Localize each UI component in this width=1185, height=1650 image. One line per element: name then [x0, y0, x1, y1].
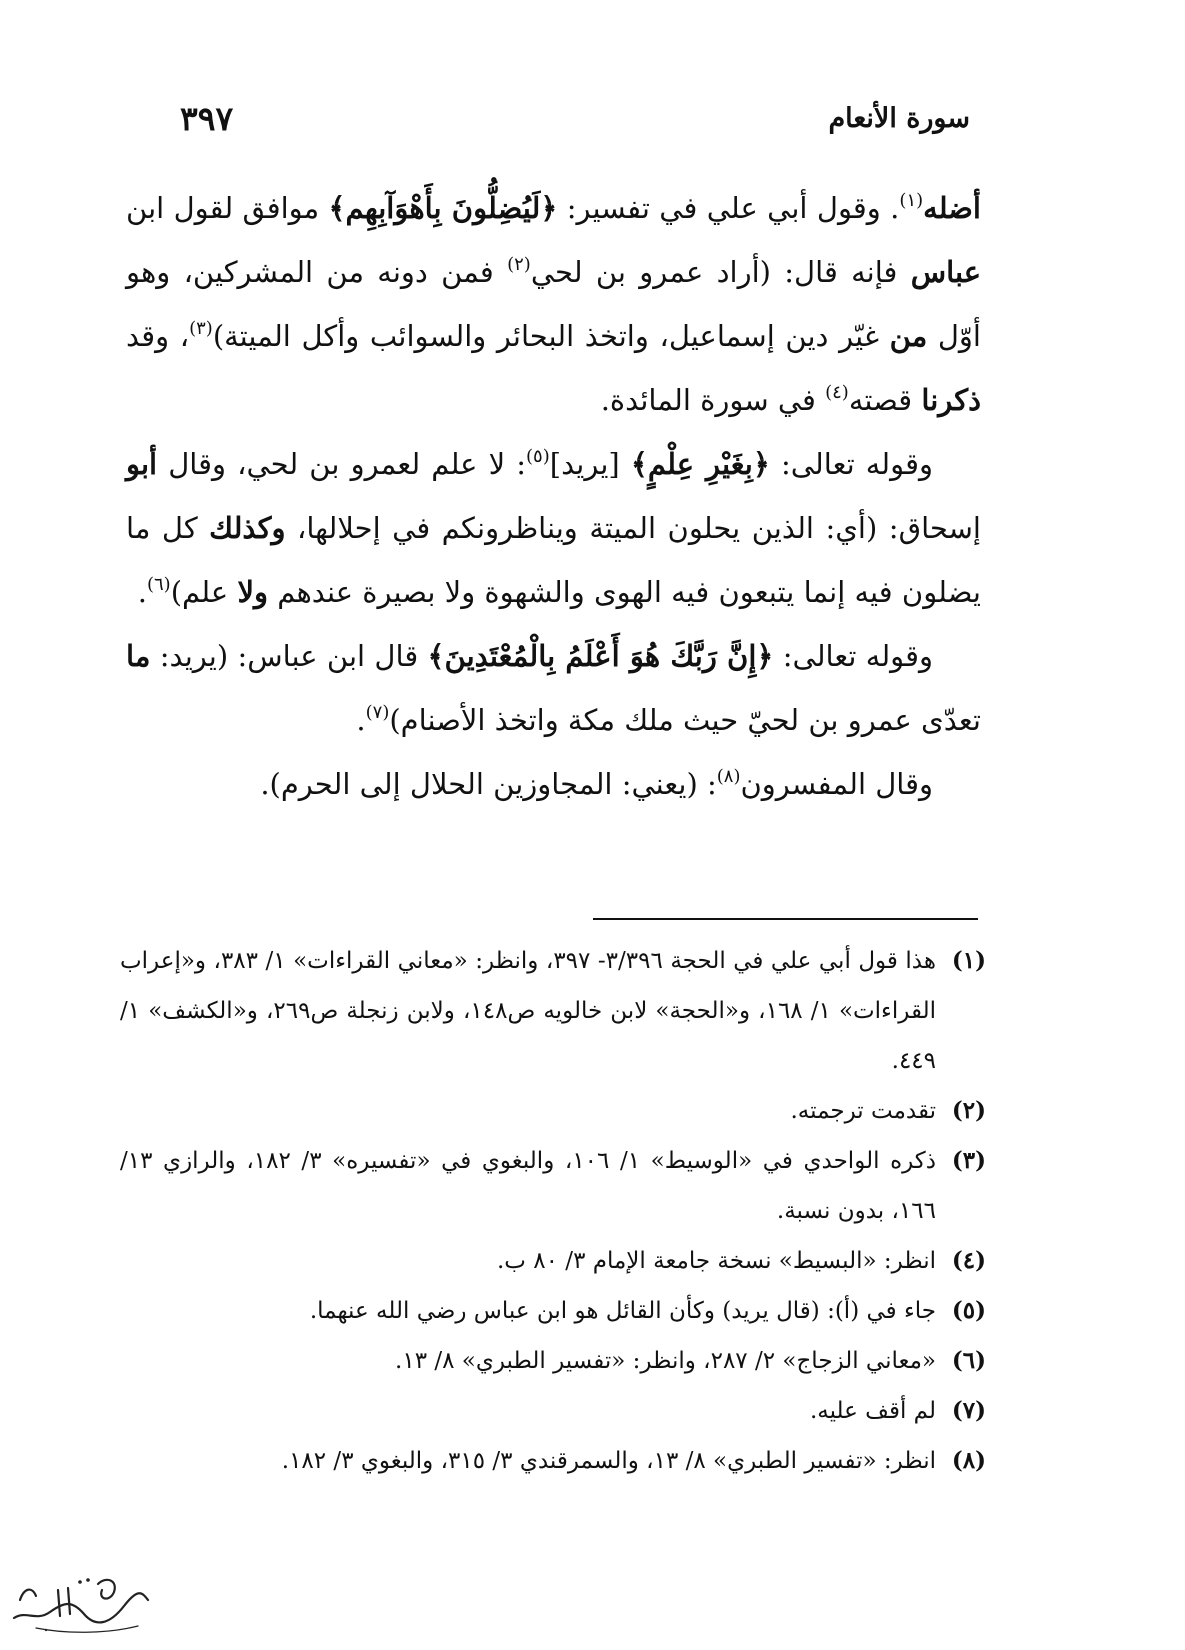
text-run: إسحاق: (أي: الذين يحلون الميتة ويناظرونكم في إحلالها،: [285, 511, 981, 545]
footnotes: [120, 936, 986, 1486]
footnote-marker[interactable]: (٢): [507, 254, 531, 275]
text-run: : لا علم لعمرو بن لحي، وقال: [157, 447, 527, 481]
footnote-number: (٢): [951, 1097, 986, 1124]
quran-quote: ﴿لَيُضِلُّونَ بِأَهْوَآبِهِم﴾: [328, 191, 558, 225]
footnote-marker[interactable]: (٤): [825, 382, 849, 403]
footnote-text: ذكره الواحدي في «الوسيط» ١/ ١٠٦، والبغوي في «تفسيره» ٣/ ١٨٢، والرازي ١٣/ ١٦٦، بدون نسبة.: [120, 1148, 936, 1224]
footnote-marker[interactable]: (٧): [365, 702, 390, 723]
footnote-number: (٥): [951, 1297, 986, 1324]
text-run: .: [356, 703, 366, 737]
text-run: فإنه قال: (أراد عمرو بن لحي: [530, 255, 911, 289]
paragraph: [126, 176, 981, 432]
footnote-marker[interactable]: (١): [899, 190, 924, 211]
text-run: .: [137, 575, 147, 609]
page-number: ٣٩٧: [180, 98, 234, 138]
main-text: [126, 176, 981, 816]
footnote-number: (٦): [951, 1347, 986, 1374]
footnote-text: «معاني الزجاج» ٢/ ٢٨٧، وانظر: «تفسير الطبري» ٨/ ١٣.: [395, 1348, 936, 1374]
text-run: في سورة المائدة.: [600, 383, 826, 417]
quran-quote: ﴿بِغَيْرِ عِلْمٍ﴾: [630, 447, 770, 481]
line-lead-word: أبو: [126, 447, 158, 481]
text-run: موافق لقول ابن: [126, 191, 329, 225]
text-run: ، وقد: [126, 319, 190, 353]
footnote-item: [120, 1086, 986, 1136]
line-lead-word: وكذلك: [209, 511, 286, 545]
footnote-separator: [593, 918, 978, 920]
text-run: وقوله تعالى:: [773, 639, 933, 673]
line-lead-word: عباس: [910, 255, 981, 289]
text-run: تعدّى عمرو بن لحيّ حيث ملك مكة واتخذ الأصنام): [389, 703, 981, 737]
text-run: كل ما يضلون فيه إنما يتبعون فيه الهوى والشهوة ولا بصيرة عندهم: [126, 511, 981, 609]
paragraph: [126, 624, 981, 752]
footnote-text: جاء في (أ): (قال يريد) وكأن القائل هو ابن عباس رضي الله عنهما.: [309, 1298, 936, 1324]
text-run: : (يعني: المجاوزين الحلال إلى الحرم).: [260, 767, 717, 801]
sura-title: سورة الأنعام: [828, 102, 970, 134]
footnote-text: انظر: «تفسير الطبري» ٨/ ١٣، والسمرقندي ٣/ ٣١٥، والبغوي ٣/ ١٨٢.: [281, 1448, 936, 1474]
footnote-number: (٧): [951, 1397, 986, 1424]
line-lead-word: ولا: [237, 575, 268, 609]
footnote-marker[interactable]: (٣): [189, 318, 213, 339]
footnote-number: (١): [951, 947, 986, 974]
footnote-item: [120, 1436, 986, 1486]
footnote-item: [120, 1286, 986, 1336]
paragraph: [126, 752, 981, 816]
footnote-marker[interactable]: (٦): [146, 574, 171, 595]
footnote-number: (٣): [951, 1147, 986, 1174]
text-run: فمن دونه من المشركين، وهو أوّل: [126, 255, 981, 353]
footnote-text: انظر: «البسيط» نسخة جامعة الإمام ٣/ ٨٠ ب.: [497, 1248, 936, 1274]
text-run: وقوله تعالى:: [769, 447, 933, 481]
footnote-item: [120, 1236, 986, 1286]
footnote-item: [120, 1336, 986, 1386]
text-run: غيّر دين إسماعيل، واتخذ البحائر والسوائب وأكل الميتة): [212, 319, 890, 353]
text-run: قصته: [848, 383, 922, 417]
line-lead-word: ما: [126, 639, 151, 673]
text-run: [يريد]: [549, 447, 631, 481]
text-run: . وقول أبي علي في تفسير:: [557, 191, 900, 225]
footnote-item: [120, 936, 986, 1086]
footnote-number: (٨): [951, 1447, 986, 1474]
page-header: [180, 88, 970, 148]
footnote-item: [120, 1136, 986, 1236]
footnote-text: لم أقف عليه.: [809, 1398, 936, 1424]
footnote-item: [120, 1386, 986, 1436]
line-lead-word: أضله: [923, 191, 981, 225]
footnote-marker[interactable]: (٥): [526, 446, 550, 467]
footnote-text: هذا قول أبي علي في الحجة ٣/٣٩٦- ٣٩٧، وانظر: «معاني القراءات» ١/ ٣٨٣، و«إعراب القراءات» ١/ ١٦٨، و«الحجة» لابن خالويه ص١٤٨، ولابن زنجلة ص٢٦٩، و«الكشف» ١/ ٤٤٩.: [120, 948, 937, 1074]
footnote-number: (٤): [951, 1247, 986, 1274]
line-lead-word: ذكرنا: [921, 383, 981, 417]
publisher-logo: [6, 1570, 156, 1640]
footnote-marker[interactable]: (٨): [716, 766, 741, 787]
text-run: علم): [170, 575, 238, 609]
quran-quote: ﴿إِنَّ رَبَّكَ هُوَ أَعْلَمُ بِالْمُعْتَدِينَ﴾: [427, 639, 774, 673]
paragraph: [126, 432, 981, 624]
footnote-text: تقدمت ترجمته.: [790, 1098, 936, 1124]
text-run: وقال المفسرون: [740, 767, 933, 801]
line-lead-word: من: [889, 319, 928, 353]
text-run: قال ابن عباس: (يريد:: [150, 639, 428, 673]
